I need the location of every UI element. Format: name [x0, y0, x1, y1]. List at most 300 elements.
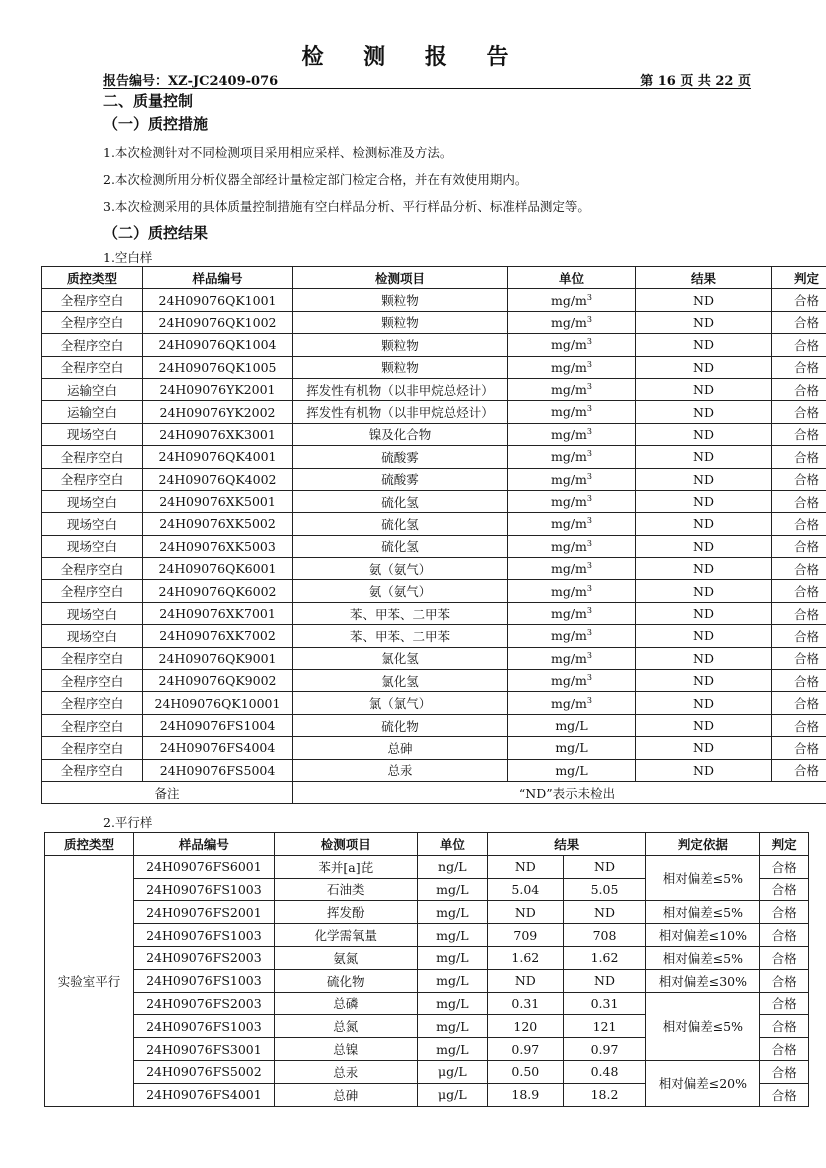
result-1-cell: 18.9 — [488, 1083, 564, 1106]
sample-id-cell: 24H09076XK7002 — [143, 625, 293, 647]
table-header-row — [45, 833, 809, 856]
unit-exponent: 3 — [586, 449, 592, 459]
test-item-cell: 氯（氯气） — [293, 692, 508, 714]
sample-id-cell: 24H09076YK2001 — [143, 378, 293, 400]
sample-id-cell: 24H09076FS1004 — [143, 714, 293, 736]
sample-id-cell: 24H09076FS2001 — [134, 901, 275, 924]
unit-exponent: 3 — [586, 673, 592, 683]
result-2-cell: 121 — [563, 1015, 646, 1038]
sample-id-cell: 24H09076QK1004 — [143, 334, 293, 356]
table-row — [42, 602, 826, 624]
sample-id-cell: 24H09076FS5002 — [134, 1060, 275, 1083]
unit-cell — [508, 446, 636, 468]
qc-type-cell: 现场空白 — [42, 490, 143, 512]
result-cell: ND — [636, 446, 772, 468]
result-cell: ND — [636, 311, 772, 333]
unit-cell: mg/L — [417, 924, 487, 947]
result-1-cell: 709 — [488, 924, 564, 947]
qc-type-cell: 全程序空白 — [42, 468, 143, 490]
col-header: 单位 — [417, 833, 487, 856]
sample-id-cell: 24H09076FS1003 — [134, 969, 275, 992]
parallel-sample-table — [44, 832, 809, 1107]
note-row — [42, 781, 826, 803]
qc-type-cell: 全程序空白 — [42, 446, 143, 468]
unit-cell — [508, 558, 636, 580]
unit-exponent: 3 — [586, 538, 592, 548]
parallel-sample-label: 2.平行样 — [103, 815, 153, 830]
test-item-cell: 苯、甲苯、二甲苯 — [293, 625, 508, 647]
criterion-cell: 相对偏差≤5% — [646, 901, 760, 924]
table-row — [42, 580, 826, 602]
report-number: 报告编号：XZ-JC2409-076 — [103, 74, 279, 89]
result-cell: ND — [636, 558, 772, 580]
unit-cell: mg/L — [417, 901, 487, 924]
table-row — [42, 558, 826, 580]
verdict-cell: 合格 — [760, 1038, 809, 1061]
qc-type-cell: 全程序空白 — [42, 714, 143, 736]
unit-exponent: 3 — [586, 695, 592, 705]
unit-exponent: 3 — [586, 628, 592, 638]
report-title: 检 测 报 告 — [301, 44, 525, 70]
test-item-cell: 硫酸雾 — [293, 468, 508, 490]
table-row — [45, 924, 809, 947]
test-item-cell: 硫化氢 — [293, 490, 508, 512]
table-row — [42, 468, 826, 490]
qc-type-cell: 现场空白 — [42, 423, 143, 445]
result-1-cell: 0.50 — [488, 1060, 564, 1083]
col-header: 结果 — [636, 267, 772, 289]
table-row — [45, 1060, 809, 1083]
result-2-cell: 0.48 — [563, 1060, 646, 1083]
unit-cell: mg/L — [417, 878, 487, 901]
result-1-cell: ND — [488, 855, 564, 878]
result-cell: ND — [636, 401, 772, 423]
table-row — [42, 647, 826, 669]
result-cell: ND — [636, 759, 772, 781]
unit-exponent: 3 — [586, 426, 592, 436]
test-item-cell: 颗粒物 — [293, 289, 508, 311]
unit-cell — [508, 378, 636, 400]
verdict-cell: 合格 — [772, 535, 826, 557]
unit-text: mg/m — [550, 494, 587, 510]
col-header: 检测项目 — [274, 833, 417, 856]
measure-item: 1.本次检测针对不同检测项目采用相应采样、检测标准及方法。 — [103, 145, 453, 160]
sample-id-cell: 24H09076QK9001 — [143, 647, 293, 669]
unit-text: mg/m — [550, 606, 587, 622]
result-cell: ND — [636, 692, 772, 714]
verdict-cell: 合格 — [760, 924, 809, 947]
result-2-cell: 708 — [563, 924, 646, 947]
result-cell: ND — [636, 580, 772, 602]
test-item-cell: 总镍 — [274, 1038, 417, 1061]
qc-type-cell: 全程序空白 — [42, 311, 143, 333]
qc-type-cell: 全程序空白 — [42, 289, 143, 311]
verdict-cell: 合格 — [772, 468, 826, 490]
result-cell: ND — [636, 423, 772, 445]
result-2-cell: 1.62 — [563, 946, 646, 969]
criterion-cell: 相对偏差≤5% — [646, 992, 760, 1060]
verdict-cell: 合格 — [772, 670, 826, 692]
test-item-cell: 硫化物 — [274, 969, 417, 992]
unit-text: mg/m — [550, 292, 587, 308]
unit-cell: μg/L — [417, 1060, 487, 1083]
table-row — [45, 901, 809, 924]
verdict-cell: 合格 — [772, 602, 826, 624]
test-item-cell: 苯、甲苯、二甲苯 — [293, 602, 508, 624]
col-header: 单位 — [508, 267, 636, 289]
result-2-cell: 0.97 — [563, 1038, 646, 1061]
qc-type-cell: 全程序空白 — [42, 647, 143, 669]
unit-exponent: 3 — [586, 337, 592, 347]
qc-type-cell: 全程序空白 — [42, 580, 143, 602]
unit-cell — [508, 311, 636, 333]
unit-text: mg/m — [550, 427, 587, 442]
verdict-cell: 合格 — [772, 513, 826, 535]
unit-cell — [508, 401, 636, 423]
test-item-cell: 总砷 — [274, 1083, 417, 1106]
table-row — [42, 378, 826, 400]
verdict-cell: 合格 — [772, 490, 826, 512]
test-item-cell: 氨（氨气） — [293, 580, 508, 602]
result-cell: ND — [636, 602, 772, 624]
unit-cell — [508, 490, 636, 512]
test-item-cell: 总汞 — [293, 759, 508, 781]
result-cell: ND — [636, 714, 772, 736]
result-cell: ND — [636, 647, 772, 669]
result-2-cell: ND — [563, 901, 646, 924]
sample-id-cell: 24H09076FS2003 — [134, 946, 275, 969]
sample-id-cell: 24H09076FS2003 — [134, 992, 275, 1015]
unit-cell — [508, 625, 636, 647]
verdict-cell: 合格 — [772, 311, 826, 333]
unit-text: mg/m — [550, 561, 587, 577]
qc-type-cell: 实验室平行 — [45, 855, 134, 1106]
unit-text: mg/m — [550, 695, 587, 711]
unit-cell — [508, 535, 636, 557]
test-item-cell: 颗粒物 — [293, 334, 508, 356]
result-1-cell: 5.04 — [488, 878, 564, 901]
result-cell: ND — [636, 625, 772, 647]
verdict-cell: 合格 — [772, 647, 826, 669]
unit-cell — [508, 334, 636, 356]
verdict-cell: 合格 — [772, 759, 826, 781]
sample-id-cell: 24H09076FS1003 — [134, 924, 275, 947]
result-cell: ND — [636, 289, 772, 311]
result-1-cell: 120 — [488, 1015, 564, 1038]
verdict-cell: 合格 — [760, 969, 809, 992]
test-item-cell: 总汞 — [274, 1060, 417, 1083]
sample-id-cell: 24H09076QK6002 — [143, 580, 293, 602]
verdict-cell: 合格 — [772, 737, 826, 759]
test-item-cell: 镍及化合物 — [293, 423, 508, 445]
test-item-cell: 硫化氢 — [293, 513, 508, 535]
test-item-cell: 总砷 — [293, 737, 508, 759]
sample-id-cell: 24H09076XK3001 — [143, 423, 293, 445]
unit-cell — [508, 468, 636, 490]
unit-text: mg/L — [555, 762, 588, 778]
unit-text: mg/m — [550, 650, 587, 666]
criterion-cell: 相对偏差≤30% — [646, 969, 760, 992]
unit-text: mg/m — [550, 404, 587, 420]
unit-exponent: 3 — [586, 494, 592, 504]
table-row — [42, 737, 826, 759]
verdict-cell: 合格 — [772, 401, 826, 423]
qc-type-cell: 现场空白 — [42, 602, 143, 624]
col-header: 质控类型 — [42, 267, 143, 289]
unit-exponent: 3 — [586, 471, 592, 481]
page-info: 第 16 页 共 22 页 — [640, 74, 751, 89]
verdict-cell: 合格 — [772, 289, 826, 311]
unit-exponent: 3 — [586, 382, 592, 392]
blank-sample-table — [41, 266, 826, 804]
unit-cell — [508, 423, 636, 445]
col-header: 判定依据 — [646, 833, 760, 856]
test-item-cell: 颗粒物 — [293, 356, 508, 378]
verdict-cell: 合格 — [760, 992, 809, 1015]
unit-text: mg/m — [550, 359, 587, 375]
measure-item: 2.本次检测所用分析仪器全部经计量检定部门检定合格，并在有效使用期内。 — [103, 172, 528, 187]
verdict-cell: 合格 — [772, 446, 826, 468]
test-item-cell: 挥发性有机物（以非甲烷总烃计） — [293, 401, 508, 423]
unit-exponent: 3 — [586, 516, 592, 526]
table-row — [42, 334, 826, 356]
note-label: 备注 — [42, 781, 293, 803]
criterion-cell: 相对偏差≤10% — [646, 924, 760, 947]
table-row — [42, 513, 826, 535]
verdict-cell: 合格 — [772, 378, 826, 400]
verdict-cell: 合格 — [772, 423, 826, 445]
qc-type-cell: 现场空白 — [42, 535, 143, 557]
unit-text: mg/L — [555, 718, 588, 734]
unit-text: mg/m — [550, 382, 587, 398]
test-item-cell: 氯化氢 — [293, 670, 508, 692]
result-cell: ND — [636, 378, 772, 400]
unit-cell: mg/L — [417, 969, 487, 992]
unit-cell — [508, 714, 636, 736]
sample-id-cell: 24H09076QK10001 — [143, 692, 293, 714]
verdict-cell: 合格 — [760, 1060, 809, 1083]
table-row — [42, 670, 826, 692]
result-cell: ND — [636, 513, 772, 535]
verdict-cell: 合格 — [760, 878, 809, 901]
test-item-cell: 化学需氧量 — [274, 924, 417, 947]
result-1-cell: 0.31 — [488, 992, 564, 1015]
unit-text: mg/m — [550, 471, 587, 487]
result-2-cell: 0.31 — [563, 992, 646, 1015]
verdict-cell: 合格 — [772, 334, 826, 356]
unit-cell — [508, 647, 636, 669]
result-cell: ND — [636, 490, 772, 512]
result-2-cell: 18.2 — [563, 1083, 646, 1106]
col-header: 样品编号 — [134, 833, 275, 856]
unit-cell — [508, 737, 636, 759]
table-row — [42, 759, 826, 781]
table-row — [45, 992, 809, 1015]
table-row — [45, 946, 809, 969]
sample-id-cell: 24H09076FS1003 — [134, 1015, 275, 1038]
table-row — [45, 855, 809, 878]
table-row — [42, 535, 826, 557]
unit-cell — [508, 692, 636, 714]
blank-sample-label: 1.空白样 — [103, 250, 153, 265]
col-header: 判定 — [772, 267, 826, 289]
qc-type-cell: 运输空白 — [42, 378, 143, 400]
table-row — [42, 625, 826, 647]
qc-type-cell: 全程序空白 — [42, 670, 143, 692]
unit-cell — [508, 513, 636, 535]
verdict-cell: 合格 — [760, 901, 809, 924]
verdict-cell: 合格 — [772, 625, 826, 647]
verdict-cell: 合格 — [760, 946, 809, 969]
test-item-cell: 挥发酚 — [274, 901, 417, 924]
col-header: 检测项目 — [293, 267, 508, 289]
sample-id-cell: 24H09076XK5001 — [143, 490, 293, 512]
table-row — [42, 490, 826, 512]
qc-type-cell: 全程序空白 — [42, 334, 143, 356]
unit-cell — [508, 289, 636, 311]
col-header: 判定 — [760, 833, 809, 856]
sample-id-cell: 24H09076QK1002 — [143, 311, 293, 333]
test-item-cell: 硫化氢 — [293, 535, 508, 557]
unit-text: mg/m — [550, 315, 587, 331]
result-2-cell: ND — [563, 969, 646, 992]
qc-type-cell: 全程序空白 — [42, 356, 143, 378]
test-item-cell: 总磷 — [274, 992, 417, 1015]
verdict-cell: 合格 — [772, 580, 826, 602]
verdict-cell: 合格 — [772, 692, 826, 714]
test-item-cell: 硫化物 — [293, 714, 508, 736]
unit-cell: mg/L — [417, 946, 487, 969]
result-cell: ND — [636, 468, 772, 490]
test-item-cell: 硫酸雾 — [293, 446, 508, 468]
qc-type-cell: 现场空白 — [42, 625, 143, 647]
col-header: 结果 — [488, 833, 646, 856]
unit-exponent: 3 — [586, 404, 592, 414]
verdict-cell: 合格 — [760, 1015, 809, 1038]
test-item-cell: 总氮 — [274, 1015, 417, 1038]
qc-type-cell: 现场空白 — [42, 513, 143, 535]
unit-cell: mg/L — [417, 1015, 487, 1038]
result-1-cell: 0.97 — [488, 1038, 564, 1061]
unit-text: mg/m — [550, 449, 587, 465]
unit-text: mg/m — [550, 516, 587, 532]
criterion-cell: 相对偏差≤20% — [646, 1060, 760, 1106]
verdict-cell: 合格 — [772, 356, 826, 378]
note-text: “ND”表示未检出 — [293, 781, 826, 803]
col-header: 样品编号 — [143, 267, 293, 289]
col-header: 质控类型 — [45, 833, 134, 856]
table-row — [42, 401, 826, 423]
criterion-cell: 相对偏差≤5% — [646, 946, 760, 969]
unit-exponent: 3 — [586, 650, 592, 660]
unit-cell: mg/L — [417, 1038, 487, 1061]
qc-type-cell: 运输空白 — [42, 401, 143, 423]
unit-text: mg/m — [550, 673, 587, 689]
table-row — [42, 446, 826, 468]
table-header-row — [42, 267, 826, 289]
criterion-cell: 相对偏差≤5% — [646, 855, 760, 901]
unit-exponent: 3 — [586, 359, 592, 369]
table-row — [42, 714, 826, 736]
table-row — [42, 423, 826, 445]
result-2-cell: ND — [563, 855, 646, 878]
result-cell: ND — [636, 737, 772, 759]
sample-id-cell: 24H09076FS4004 — [143, 737, 293, 759]
result-cell: ND — [636, 670, 772, 692]
table-row — [42, 356, 826, 378]
test-item-cell: 颗粒物 — [293, 311, 508, 333]
result-1-cell: ND — [488, 901, 564, 924]
table-row — [42, 289, 826, 311]
unit-exponent: 3 — [586, 561, 592, 571]
qc-type-cell: 全程序空白 — [42, 759, 143, 781]
section-qc-measures: （一）质控措施 — [103, 115, 209, 133]
result-cell: ND — [636, 334, 772, 356]
unit-exponent: 3 — [586, 314, 592, 324]
sample-id-cell: 24H09076XK5003 — [143, 535, 293, 557]
unit-exponent: 3 — [586, 292, 592, 302]
section-qc-results: （二）质控结果 — [103, 224, 209, 242]
unit-text: mg/L — [555, 740, 588, 756]
verdict-cell: 合格 — [772, 714, 826, 736]
result-cell: ND — [636, 535, 772, 557]
unit-cell: mg/L — [417, 992, 487, 1015]
measure-item: 3.本次检测采用的具体质量控制措施有空白样品分析、平行样品分析、标准样品测定等。 — [103, 199, 590, 214]
sample-id-cell: 24H09076FS4001 — [134, 1083, 275, 1106]
qc-type-cell: 全程序空白 — [42, 558, 143, 580]
verdict-cell: 合格 — [760, 855, 809, 878]
sample-id-cell: 24H09076FS6001 — [134, 855, 275, 878]
unit-exponent: 3 — [586, 583, 592, 593]
sample-id-cell: 24H09076QK6001 — [143, 558, 293, 580]
unit-text: mg/m — [550, 337, 587, 353]
test-item-cell: 苯并[a]芘 — [274, 855, 417, 878]
unit-cell — [508, 670, 636, 692]
result-1-cell: 1.62 — [488, 946, 564, 969]
test-item-cell: 石油类 — [274, 878, 417, 901]
unit-cell: μg/L — [417, 1083, 487, 1106]
result-cell: ND — [636, 356, 772, 378]
test-item-cell: 氨（氨气） — [293, 558, 508, 580]
result-2-cell: 5.05 — [563, 878, 646, 901]
sample-id-cell: 24H09076QK1001 — [143, 289, 293, 311]
table-row — [45, 969, 809, 992]
test-item-cell: 氯化氢 — [293, 647, 508, 669]
unit-cell — [508, 580, 636, 602]
verdict-cell: 合格 — [772, 558, 826, 580]
sample-id-cell: 24H09076YK2002 — [143, 401, 293, 423]
unit-cell — [508, 759, 636, 781]
section-quality-control: 二、质量控制 — [103, 92, 194, 110]
unit-cell — [508, 602, 636, 624]
result-1-cell: ND — [488, 969, 564, 992]
unit-cell — [508, 356, 636, 378]
sample-id-cell: 24H09076XK7001 — [143, 602, 293, 624]
sample-id-cell: 24H09076QK9002 — [143, 670, 293, 692]
unit-cell: ng/L — [417, 855, 487, 878]
qc-type-cell: 全程序空白 — [42, 692, 143, 714]
sample-id-cell: 24H09076FS3001 — [134, 1038, 275, 1061]
report-header — [103, 70, 751, 89]
sample-id-cell: 24H09076FS1003 — [134, 878, 275, 901]
verdict-cell: 合格 — [760, 1083, 809, 1106]
sample-id-cell: 24H09076QK1005 — [143, 356, 293, 378]
unit-text: mg/m — [550, 538, 587, 554]
table-row — [42, 311, 826, 333]
unit-text: mg/m — [550, 628, 587, 644]
qc-type-cell: 全程序空白 — [42, 737, 143, 759]
test-item-cell: 氨氮 — [274, 946, 417, 969]
